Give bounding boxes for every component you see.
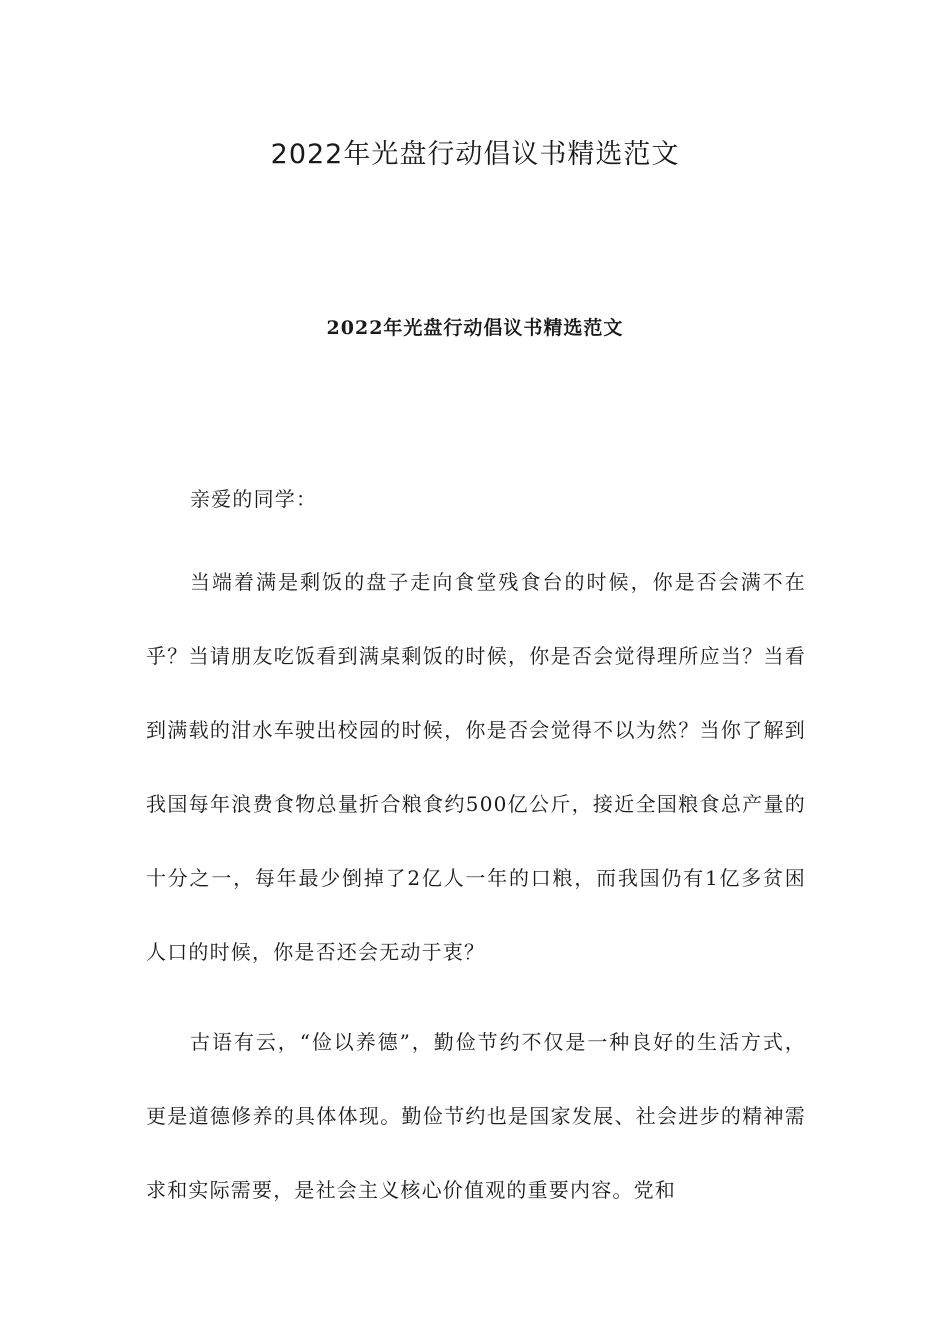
salutation: 亲爱的同学： [190,487,318,511]
document-subtitle: 2022年光盘行动倡议书精选范文 [326,317,624,339]
paragraph-1: 当端着满是剩饭的盘子走向食堂残食台的时候，你是否会满不在乎？当请朋友吃饭看到满桌剩饭的时候，你是否会觉得理所应当？当看到满载的泔水车驶出校园的时候，你是否会觉得不以为然？当你了解到我国每年浪费食物总量折合粮食约500亿公斤，接近全国粮食总产量的十分之一，每年最少倒掉了2亿人一年的口粮，而我国仍有1亿多贫困人口的时候，你是否还会无动于衷？ [146,570,806,964]
document-title: 2022年光盘行动倡议书精选范文 [270,139,680,170]
paragraph-2: 古语有云，“俭以养德”，勤俭节约不仅是一种良好的生活方式，更是道德修养的具体体现。勤俭节约也是国家发展、社会进步的精神需求和实际需要，是社会主义核心价值观的重要内容。党和 [146,1030,806,1202]
